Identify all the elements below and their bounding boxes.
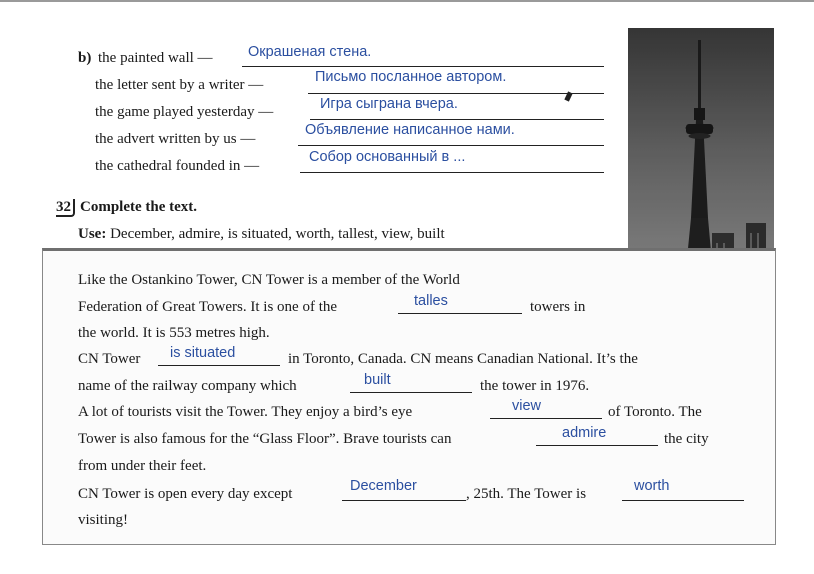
answer-letter-sent: Письмо посланное автором. [315, 69, 507, 85]
text-line-10: visiting! [78, 512, 129, 528]
text-line-5b: the tower in 1976. [480, 378, 590, 394]
text-line-8: from under their feet. [78, 458, 207, 474]
blank-tallest [398, 313, 522, 314]
phrase-game-played: the game played yesterday — [95, 104, 274, 120]
top-border [0, 0, 814, 2]
use-label: Use: [78, 226, 107, 242]
answer-game-played: Игра сыграна вчера. [320, 96, 458, 112]
text-line-4b: in Toronto, Canada. CN means Canadian National. It’s the [288, 351, 638, 367]
answer-line-4 [298, 145, 604, 146]
text-line-1: Like the Ostankino Tower, CN Tower is a member of the World [78, 272, 460, 288]
answer-situated: is situated [170, 345, 236, 361]
answer-tallest: talles [414, 293, 448, 309]
blank-view [490, 418, 602, 419]
answer-built: built [364, 372, 391, 388]
exercise-title: Complete the text. [80, 199, 198, 215]
phrase-letter-sent: the letter sent by a writer — [95, 77, 264, 93]
use-words: December, admire, is situated, worth, tallest, view, built [110, 226, 445, 242]
text-line-6a: A lot of tourists visit the Tower. They enjoy a bird’s eye [78, 404, 413, 420]
blank-situated [158, 365, 280, 366]
text-line-5a: name of the railway company which [78, 378, 297, 394]
answer-line-5 [300, 172, 604, 173]
answer-line-3 [310, 119, 604, 120]
answer-cathedral: Собор основанный в ... [309, 149, 466, 165]
blank-december [342, 500, 466, 501]
text-line-3: the world. It is 553 metres high. [78, 325, 270, 341]
blank-worth [622, 500, 744, 501]
text-line-9b: , 25th. The Tower is [466, 486, 587, 502]
phrase-cathedral: the cathedral founded in — [95, 158, 260, 174]
part-b-label: b) [78, 50, 92, 66]
answer-worth: worth [634, 478, 670, 494]
text-line-7b: the city [664, 431, 709, 447]
answer-line-1 [242, 66, 604, 67]
text-line-9a: CN Tower is open every day except [78, 486, 293, 502]
exercise-number: 32 [56, 199, 75, 217]
answer-december: December [350, 478, 417, 494]
text-line-2a: Federation of Great Towers. It is one of the [78, 299, 338, 315]
text-line-7a: Tower is also famous for the “Glass Floor”. Brave tourists can [78, 431, 452, 447]
blank-built [350, 392, 472, 393]
phrase-painted-wall: the painted wall — [98, 50, 213, 66]
use-line [78, 226, 445, 243]
answer-advert-written: Объявление написанное нами. [305, 122, 515, 138]
answer-view: view [512, 398, 542, 414]
phrase-advert-written: the advert written by us — [95, 131, 256, 147]
answer-admire: admire [562, 425, 607, 441]
answer-line-2 [308, 93, 604, 94]
blank-admire [536, 445, 658, 446]
answer-painted-wall: Окрашеная стена. [248, 44, 372, 60]
text-line-6b: of Toronto. The [608, 404, 702, 420]
text-line-4a: CN Tower [78, 351, 141, 367]
text-line-2b: towers in [530, 299, 586, 315]
